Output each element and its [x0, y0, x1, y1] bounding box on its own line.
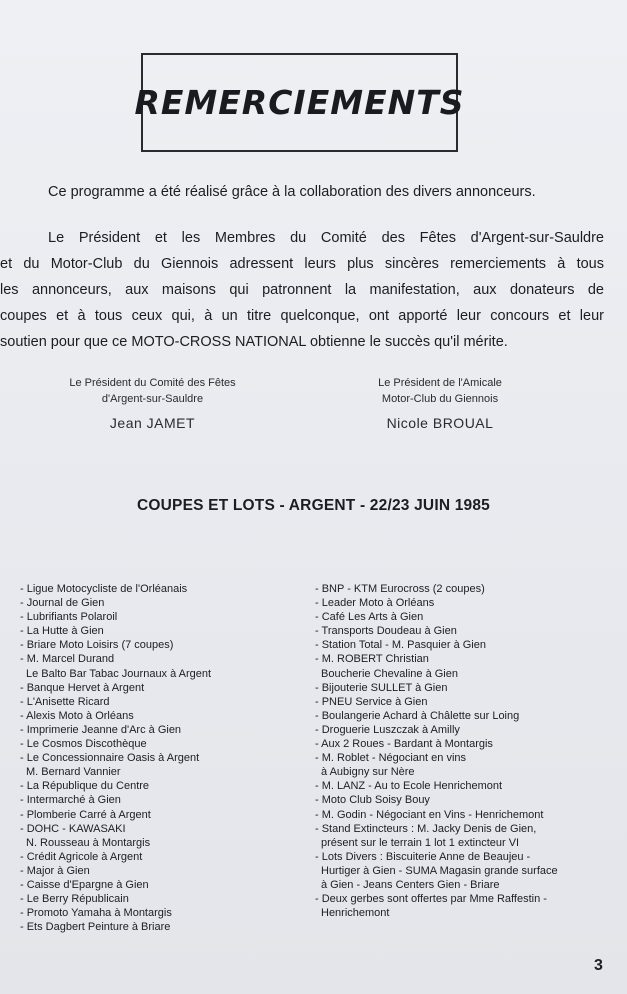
signatory-right	[340, 375, 540, 431]
list-item: - Aux 2 Roues - Bardant à Montargis	[315, 738, 493, 751]
list-item: - BNP - KTM Eurocross (2 coupes)	[315, 583, 485, 595]
list-item: - Café Les Arts à Gien	[315, 611, 424, 624]
list-item: à Aubigny sur Nère	[321, 766, 415, 779]
list-item: - PNEU Service à Gien	[315, 695, 428, 708]
title-box	[134, 53, 465, 152]
list-item: - Le Cosmos Discothèque	[20, 738, 147, 751]
signatory-name: Jean JAMET	[109, 415, 196, 431]
list-item: - M. Godin - Négociant en Vins - Henrichemont	[315, 808, 544, 821]
list-item: - Plomberie Carré à Argent	[20, 808, 151, 821]
thanks-line: Le Président et les Membres du Comité des Fêtes d'Argent-sur-Sauldre	[48, 230, 604, 246]
list-item: - La République du Centre	[20, 780, 150, 793]
list-item: - Deux gerbes sont offertes par Mme Raffestin -	[315, 893, 547, 906]
list-item: Hurtiger à Gien - SUMA Magasin grande surface	[321, 864, 558, 877]
sponsor-list-right	[315, 582, 615, 920]
list-item: - Leader Moto à Orléans	[315, 597, 435, 610]
signatory-left	[30, 375, 275, 431]
thanks-line: les annonceurs, aux maisons qui patronnent la manifestation, aux donateurs de	[0, 282, 604, 298]
list-item: - Stand Extincteurs : M. Jacky Denis de Gien,	[315, 822, 537, 835]
list-item: Henrichemont	[321, 907, 390, 920]
list-item: - La Hutte à Gien	[20, 625, 104, 638]
list-item: - Bijouterie SULLET à Gien	[315, 681, 448, 694]
list-item: - Caisse d'Epargne à Gien	[20, 878, 149, 891]
list-item: - Lubrifiants Polaroil	[20, 611, 118, 624]
list-item: - Promoto Yamaha à Montargis	[20, 907, 172, 920]
list-item: - L'Anisette Ricard	[20, 695, 110, 708]
list-item: - Boulangerie Achard à Châlette sur Loing	[315, 709, 520, 722]
list-item: - Alexis Moto à Orléans	[20, 709, 134, 722]
thanks-line: soutien pour que ce MOTO-CROSS NATIONAL obtienne le succès qu'il mérite.	[0, 334, 508, 350]
list-item: - Major à Gien	[20, 864, 90, 877]
list-item: - Moto Club Soisy Bouy	[315, 794, 430, 807]
list-item: présent sur le terrain 1 lot 1 extincteur VI	[321, 836, 520, 849]
list-item: - Banque Hervet à Argent	[20, 681, 145, 694]
signatory-role: Motor-Club du Giennois	[381, 393, 499, 405]
list-item: - Intermarché à Gien	[20, 794, 121, 807]
list-item: - Imprimerie Jeanne d'Arc à Gien	[20, 723, 182, 736]
list-item: N. Rousseau à Montargis	[26, 836, 151, 849]
signatory-role: d'Argent-sur-Sauldre	[101, 393, 204, 405]
sponsor-list-left	[20, 582, 295, 934]
signatory-name: Nicole BROUAL	[386, 415, 494, 431]
list-item: - Crédit Agricole à Argent	[20, 850, 143, 863]
list-item: - Transports Doudeau à Gien	[315, 625, 457, 638]
list-item: - M. Roblet - Négociant en vins	[315, 752, 467, 765]
list-item: - M. ROBERT Christian	[315, 653, 429, 666]
list-item: - Briare Moto Loisirs (7 coupes)	[20, 639, 174, 652]
list-item: Boucherie Chevaline à Gien	[321, 667, 458, 680]
thanks-line: et du Motor-Club du Giennois adressent leurs plus sincères remerciements à tous	[0, 256, 604, 272]
page-title: REMERCIEMENTS	[134, 83, 465, 122]
section-title: COUPES ET LOTS - ARGENT - 22/23 JUIN 1985	[136, 497, 491, 514]
list-item: - Ligue Motocycliste de l'Orléanais	[20, 583, 188, 595]
list-item: - Ets Dagbert Peinture à Briare	[20, 921, 171, 934]
page-number: 3	[594, 957, 603, 974]
list-item: - M. Marcel Durand	[20, 653, 115, 666]
list-item: M. Bernard Vannier	[26, 766, 121, 779]
signatory-role: Le Président du Comité des Fêtes	[69, 377, 236, 389]
list-item: à Gien - Jeans Centers Gien - Briare	[321, 878, 500, 891]
thanks-paragraph	[0, 225, 604, 355]
list-item: - Lots Divers : Biscuiterie Anne de Beaujeu -	[315, 850, 531, 863]
thanks-line: coupes et à tous ceux qui, à un titre quelconque, ont apporté leur concours et leur	[0, 308, 604, 324]
list-item: - Droguerie Luszczak à Amilly	[315, 723, 460, 736]
list-item: Le Balto Bar Tabac Journaux à Argent	[26, 667, 212, 680]
list-item: - Journal de Gien	[20, 597, 105, 610]
list-item: - DOHC - KAWASAKI	[20, 822, 126, 835]
signatory-role: Le Président de l'Amicale	[378, 377, 502, 389]
list-item: - Le Berry Républicain	[20, 893, 129, 906]
list-item: - Station Total - M. Pasquier à Gien	[315, 639, 486, 652]
intro-paragraph: Ce programme a été réalisé grâce à la collaboration des divers annonceurs.	[48, 184, 536, 200]
list-item: - Le Concessionnaire Oasis à Argent	[20, 752, 200, 765]
list-item: - M. LANZ - Au to Ecole Henrichemont	[315, 780, 503, 793]
